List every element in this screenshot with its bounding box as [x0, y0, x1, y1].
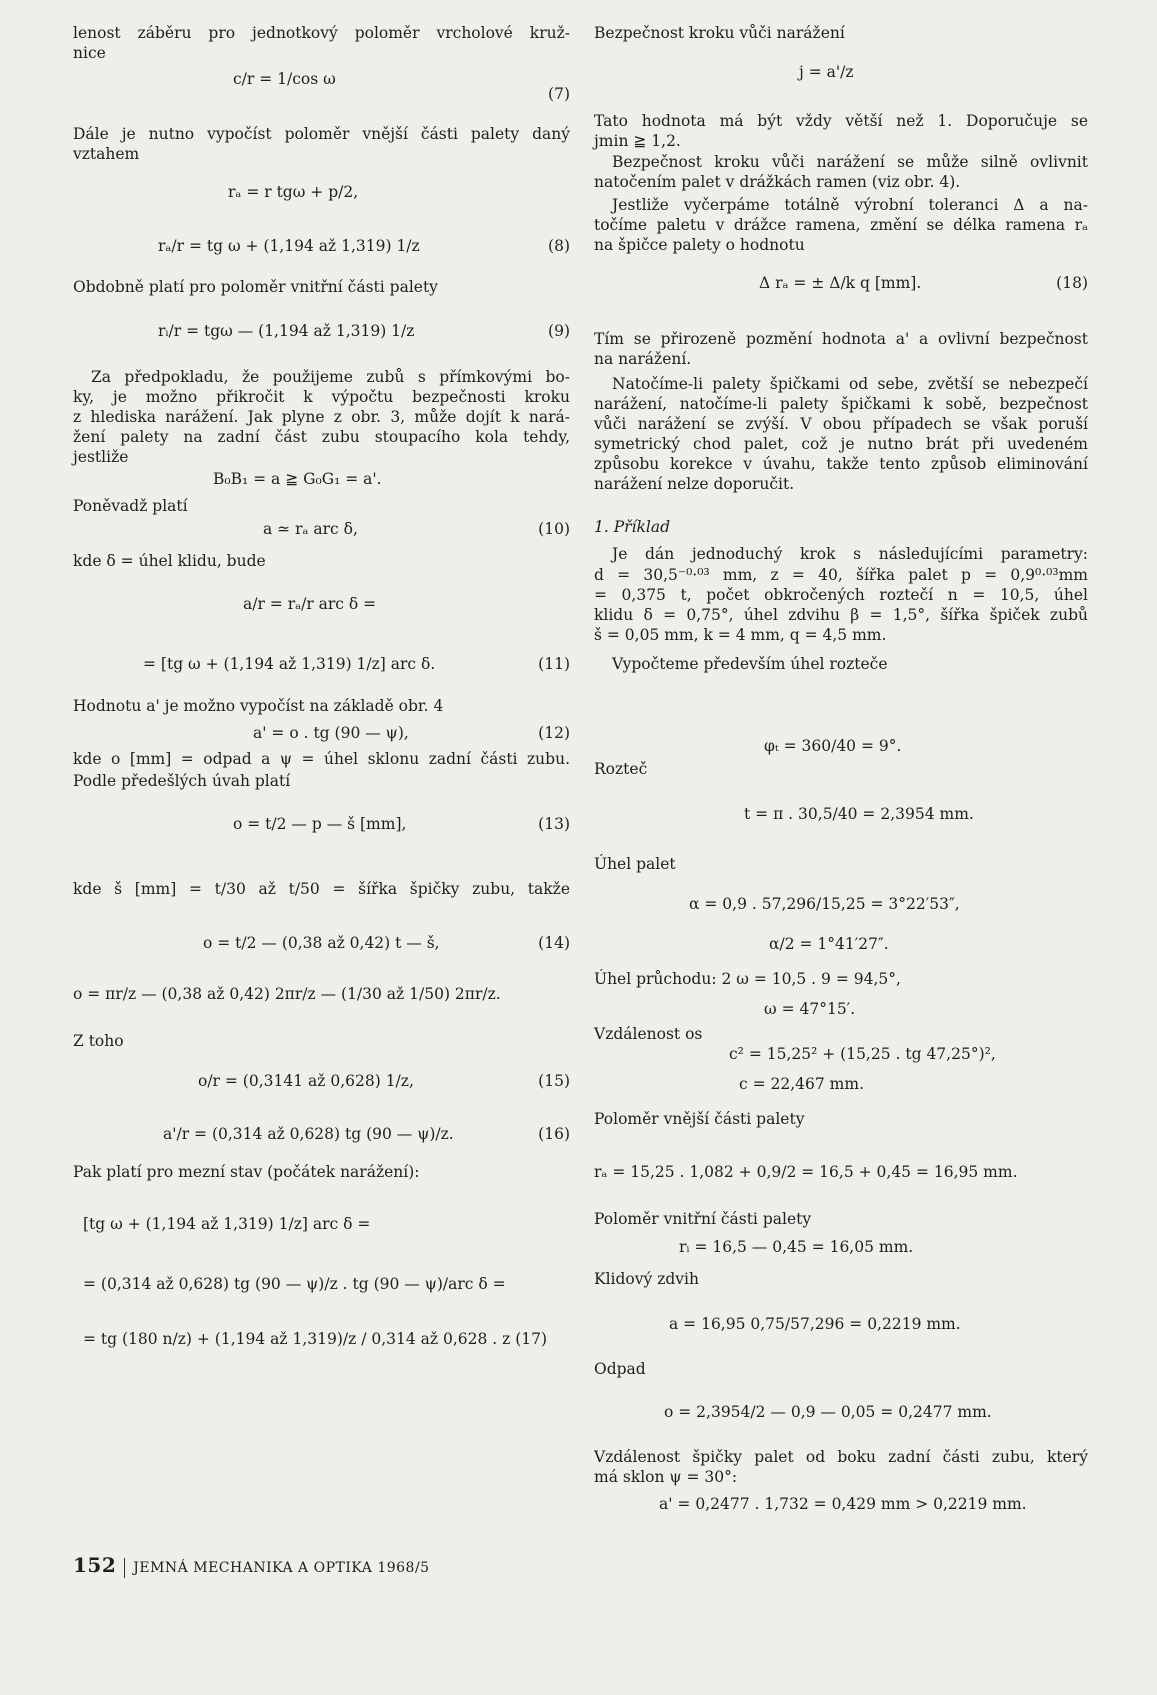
- text-line: Bezpečnost kroku vůči narážení se může silně ovlivnit: [612, 153, 1088, 171]
- equation-phi: φₜ = 360/40 = 9°.: [764, 737, 902, 755]
- text-line: vůči narážení se zvýší. V obou případech se však poruší: [594, 415, 1088, 433]
- text-line: vztahem: [73, 145, 140, 163]
- text-line: má sklon ψ = 30°:: [594, 1468, 738, 1486]
- equation-c2: c² = 15,25² + (15,25 . tg 47,25°)²,: [729, 1045, 996, 1063]
- equation-18: Δ rₐ = ± Δ/k q [mm].: [759, 274, 922, 292]
- subheading: Odpad: [594, 1360, 646, 1378]
- equation-number: (14): [538, 934, 570, 952]
- equation-15: o/r = (0,3141 až 0,628) 1/z,: [198, 1072, 414, 1090]
- text-line: klidu δ = 0,75°, úhel zdvihu β = 1,5°, šířka špiček zubů: [594, 606, 1088, 624]
- equation-11a: a/r = rₐ/r arc δ =: [243, 595, 377, 613]
- equation-number: (15): [538, 1072, 570, 1090]
- text-line: symetrický chod palet, což je nutno brát při uvedeném: [594, 435, 1088, 453]
- text-line: narážení, natočíme-li palety špičkami k sobě, bezpečnost: [594, 395, 1088, 413]
- text-line: žení palety na zadní část zubu stoupacího kola tehdy,: [73, 428, 570, 446]
- equation-number: (11): [538, 655, 570, 673]
- equation-number: (18): [1056, 274, 1088, 292]
- text-line: Podle předešlých úvah platí: [73, 772, 291, 790]
- text-line: způsobu korekce v úvahu, takže tento způsob eliminování: [594, 455, 1088, 473]
- text-line: Tím se přirozeně pozmění hodnota a' a ovlivní bezpečnost: [594, 330, 1088, 348]
- equation-number: (9): [548, 322, 570, 340]
- equation-ri-value: rᵢ = 16,5 — 0,45 = 16,05 mm.: [679, 1238, 914, 1256]
- text-line: jmin ≧ 1,2.: [594, 132, 681, 150]
- subheading: Vzdálenost os: [594, 1025, 703, 1043]
- equation-b: B₀B₁ = a ≧ G₀G₁ = a'.: [213, 470, 382, 488]
- equation-o-value: o = 2,3954/2 — 0,9 — 0,05 = 0,2477 mm.: [664, 1403, 992, 1421]
- equation-alpha: α = 0,9 . 57,296/15,25 = 3°22′53″,: [689, 895, 960, 913]
- equation-number: (10): [538, 520, 570, 538]
- subheading: Poloměr vnitřní části palety: [594, 1210, 812, 1228]
- text-line: Jestliže vyčerpáme totálně výrobní toleranci Δ a na-: [612, 196, 1088, 214]
- footer-divider: [124, 1558, 125, 1578]
- text-line: d = 30,5⁻⁰·⁰³ mm, z = 40, šířka palet p = 0,9⁰·⁰³mm: [594, 566, 1088, 584]
- equation-number: (16): [538, 1125, 570, 1143]
- text-line: na špičce palety o hodnotu: [594, 236, 805, 254]
- page-number: 152: [73, 1553, 117, 1577]
- text-line: lenost záběru pro jednotkový poloměr vrcholové kruž-: [73, 24, 570, 42]
- text-line: Hodnotu a' je možno vypočíst na základě obr. 4: [73, 697, 444, 715]
- equation-16: a'/r = (0,314 až 0,628) tg (90 — ψ)/z.: [163, 1125, 454, 1143]
- text-line: Natočíme-li palety špičkami od sebe, zvětší se nebezpečí: [612, 375, 1088, 393]
- equation-number: (12): [538, 724, 570, 742]
- equation-14: o = t/2 — (0,38 až 0,42) t — š,: [203, 934, 440, 952]
- equation-14b: o = πr/z — (0,38 až 0,42) 2πr/z — (1/30 až 1/50) 2πr/z.: [73, 985, 501, 1003]
- equation-t: t = π . 30,5/40 = 2,3954 mm.: [744, 805, 974, 823]
- equation-17c: = tg (180 n/z) + (1,194 až 1,319)/z / 0,314 až 0,628 . z (17): [83, 1330, 548, 1348]
- text-line: Za předpokladu, že použijeme zubů s přímkovými bo-: [91, 368, 570, 386]
- equation-number: (8): [548, 237, 570, 255]
- subheading: Poloměr vnější části palety: [594, 1110, 805, 1128]
- text-line: ky, je možno přikročit k výpočtu bezpečnosti kroku: [73, 388, 570, 406]
- text-line: š = 0,05 mm, k = 4 mm, q = 4,5 mm.: [594, 626, 887, 644]
- example-heading: 1. Příklad: [594, 518, 671, 536]
- text-line: jestliže: [73, 448, 129, 466]
- journal-name: JEMNÁ MECHANIKA A OPTIKA 1968/5: [133, 1560, 430, 1576]
- section-heading: Bezpečnost kroku vůči narážení: [594, 24, 845, 42]
- equation-number: (7): [548, 85, 570, 103]
- equation-ra-value: rₐ = 15,25 . 1,082 + 0,9/2 = 16,5 + 0,45 = 16,95 mm.: [594, 1163, 1018, 1181]
- equation-12: a' = o . tg (90 — ψ),: [253, 724, 409, 742]
- text-line: Dále je nutno vypočíst poloměr vnější části palety daný: [73, 125, 570, 143]
- text-line: kde š [mm] = t/30 až t/50 = šířka špičky zubu, takže: [73, 880, 570, 898]
- subheading: Klidový zdvih: [594, 1270, 699, 1288]
- text-line: z hlediska narážení. Jak plyne z obr. 3, může dojít k nará-: [73, 408, 570, 426]
- equation-number: (13): [538, 815, 570, 833]
- equation-omega: ω = 47°15′.: [764, 1000, 856, 1018]
- equation-a-value: a = 16,95 0,75/57,296 = 0,2219 mm.: [669, 1315, 961, 1333]
- text-line: Obdobně platí pro poloměr vnitřní části palety: [73, 278, 438, 296]
- subheading: Rozteč: [594, 760, 648, 778]
- text-line: na narážení.: [594, 350, 692, 368]
- text-line: točíme paletu v drážce ramena, změní se délka ramena rₐ: [594, 216, 1088, 234]
- text-line: Pak platí pro mezní stav (počátek narážení):: [73, 1163, 420, 1181]
- text-line: kde o [mm] = odpad a ψ = úhel sklonu zadní části zubu.: [73, 750, 570, 768]
- equation-17b: = (0,314 až 0,628) tg (90 — ψ)/z . tg (90 — ψ)/arc δ =: [83, 1275, 506, 1293]
- text-line: natočením palet v drážkách ramen (viz obr. 4).: [594, 173, 961, 191]
- equation-j: j = a'/z: [799, 63, 854, 81]
- text-line: kde δ = úhel klidu, bude: [73, 552, 266, 570]
- page-footer: [73, 1553, 430, 1578]
- equation-9: rᵢ/r = tgω — (1,194 až 1,319) 1/z: [158, 322, 415, 340]
- subheading: Úhel palet: [594, 855, 676, 873]
- text-line: nice: [73, 44, 106, 62]
- equation-10: a ≃ rₐ arc δ,: [263, 520, 358, 538]
- text-line: Vypočteme především úhel rozteče: [612, 655, 888, 673]
- equation-13: o = t/2 — p — š [mm],: [233, 815, 407, 833]
- text-line: = 0,375 t, počet obkročených roztečí n = 10,5, úhel: [594, 586, 1088, 604]
- equation-8: rₐ/r = tg ω + (1,194 až 1,319) 1/z: [158, 237, 420, 255]
- text-line: narážení nelze doporučit.: [594, 475, 795, 493]
- equation-7: c/r = 1/cos ω: [233, 70, 336, 88]
- text-line: Poněvadž platí: [73, 497, 188, 515]
- equation-17a: [tg ω + (1,194 až 1,319) 1/z] arc δ =: [83, 1215, 371, 1233]
- text-line: Vzdálenost špičky palet od boku zadní části zubu, který: [594, 1448, 1088, 1466]
- text-line: Je dán jednoduchý krok s následujícími parametry:: [612, 545, 1088, 563]
- subheading: Úhel průchodu: 2 ω = 10,5 . 9 = 94,5°,: [594, 970, 901, 988]
- text-line: Z toho: [73, 1032, 124, 1050]
- equation-c: c = 22,467 mm.: [739, 1075, 865, 1093]
- equation-11b: = [tg ω + (1,194 až 1,319) 1/z] arc δ.: [143, 655, 436, 673]
- equation-a2-value: a' = 0,2477 . 1,732 = 0,429 mm > 0,2219 mm.: [659, 1495, 1027, 1513]
- text-line: Tato hodnota má být vždy větší než 1. Doporučuje se: [594, 112, 1088, 130]
- equation-alpha2: α/2 = 1°41′27″.: [769, 935, 889, 953]
- equation-ra: rₐ = r tgω + p/2,: [228, 183, 359, 201]
